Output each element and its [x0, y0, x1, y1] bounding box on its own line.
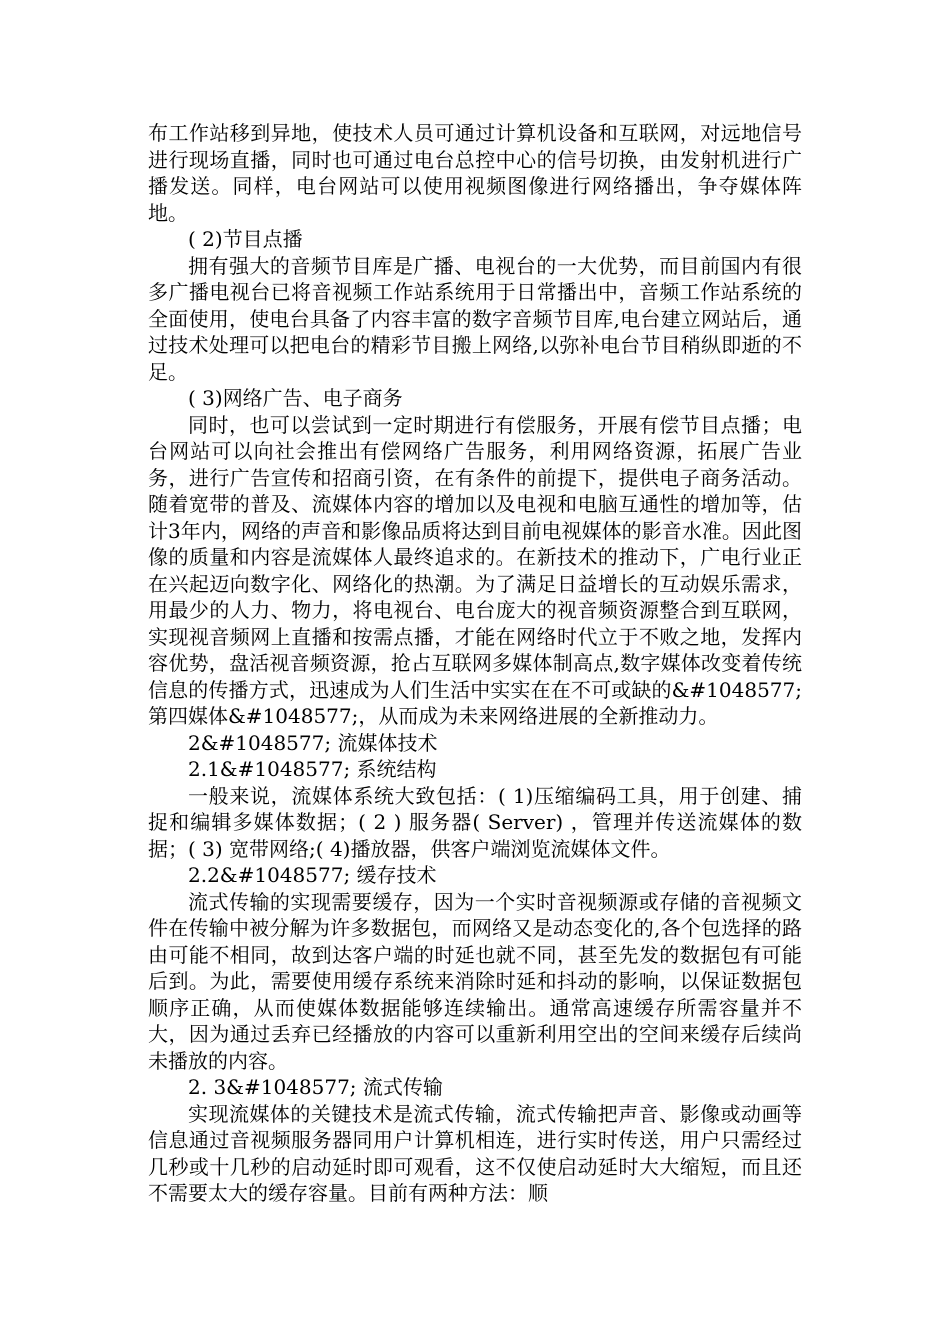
- paragraph-cache-description: 流式传输的实现需要缓存，因为一个实时音视频源或存储的音视频文件在传输中被分解为许多数据包，而网络又是动态变化的,各个包选择的路由可能不相同，故到达客户端的时延也就不同，甚至先发的数据包有可能后到。为此，需要使用缓存系统来消除时延和抖动的影响，以保证数据包顺序正确，从而使媒体数据能够连续输出。通常高速缓存所需容量并不大，因为通过丢弃已经播放的内容可以重新利用空出的空间来缓存后续尚未播放的内容。: [148, 889, 802, 1073]
- paragraph-system-components: 一般来说，流媒体系统大致包括：( 1)压缩编码工具，用于创建、捕捉和编辑多媒体数据；( 2 ) 服务器( Server) ，管理并传送流媒体的数据；( 3) 宽带网络;( 4)播放器，供客户端浏览流媒体文件。: [148, 783, 802, 861]
- document-page: [148, 120, 802, 1207]
- section-heading-cache-tech: 2.2&#1048577; 缓存技术: [188, 863, 437, 887]
- section-heading-system-structure: 2.1&#1048577; 系统结构: [188, 757, 437, 781]
- paragraph-continued-intro: 布工作站移到异地，使技术人员可通过计算机设备和互联网，对远地信号进行现场直播，同时也可通过电台总控中心的信号切换，由发射机进行广播发送。同样，电台网站可以使用视频图像进行网络播出，争夺媒体阵地。: [148, 121, 802, 225]
- section-heading-online-ads-ecommerce: ( 3)网络广告、电子商务: [188, 386, 403, 410]
- paragraph-program-library: 拥有强大的音频节目库是广播、电视台的一大优势，而目前国内有很多广播电视台已将音视频工作站系统用于日常播出中，音频工作站系统的全面使用，使电台具备了内容丰富的数字音频节目库,电台建立网站后，通过技术处理可以把电台的精彩节目搬上网络,以弥补电台节目稍纵即逝的不足。: [148, 253, 802, 384]
- section-heading-streaming-transfer: 2. 3&#1048577; 流式传输: [188, 1075, 443, 1099]
- paragraph-paid-services: 同时，也可以尝试到一定时期进行有偿服务，开展有偿节目点播；电台网站可以向社会推出有偿网络广告服务，利用网络资源，拓展广告业务，进行广告宣传和招商引资，在有条件的前提下，提供电子商务活动。随着宽带的普及、流媒体内容的增加以及电视和电脑互通性的增加等，估计3年内，网络的声音和影像品质将达到目前电视媒体的影音水准。因此图像的质量和内容是流媒体人最终追求的。在新技术的推动下，广电行业正在兴起迈向数字化、网络化的热潮。为了满足日益增长的互动娱乐需求，用最少的人力、物力，将电视台、电台庞大的视音频资源整合到互联网，实现视音频网上直播和按需点播，才能在网络时代立于不败之地，发挥内容优势，盘活视音频资源，抢占互联网多媒体制高点,数字媒体改变着传统信息的传播方式，迅速成为人们生活中实实在在不可或缺的&#1048577;第四媒体&#1048577;，从而成为未来网络进展的全新推动力。: [148, 412, 802, 728]
- section-heading-streaming-tech: 2&#1048577; 流媒体技术: [188, 730, 438, 755]
- paragraph-streaming-transfer: 实现流媒体的关键技术是流式传输，流式传输把声音、影像或动画等信息通过音视频服务器同用户计算机相连，进行实时传送，用户只需经过几秒或十几秒的启动延时即可观看，这不仅使启动延时大大缩短，而且还不需要太大的缓存容量。目前有两种方法：顺: [148, 1101, 802, 1205]
- section-heading-program-on-demand: ( 2)节目点播: [188, 227, 303, 251]
